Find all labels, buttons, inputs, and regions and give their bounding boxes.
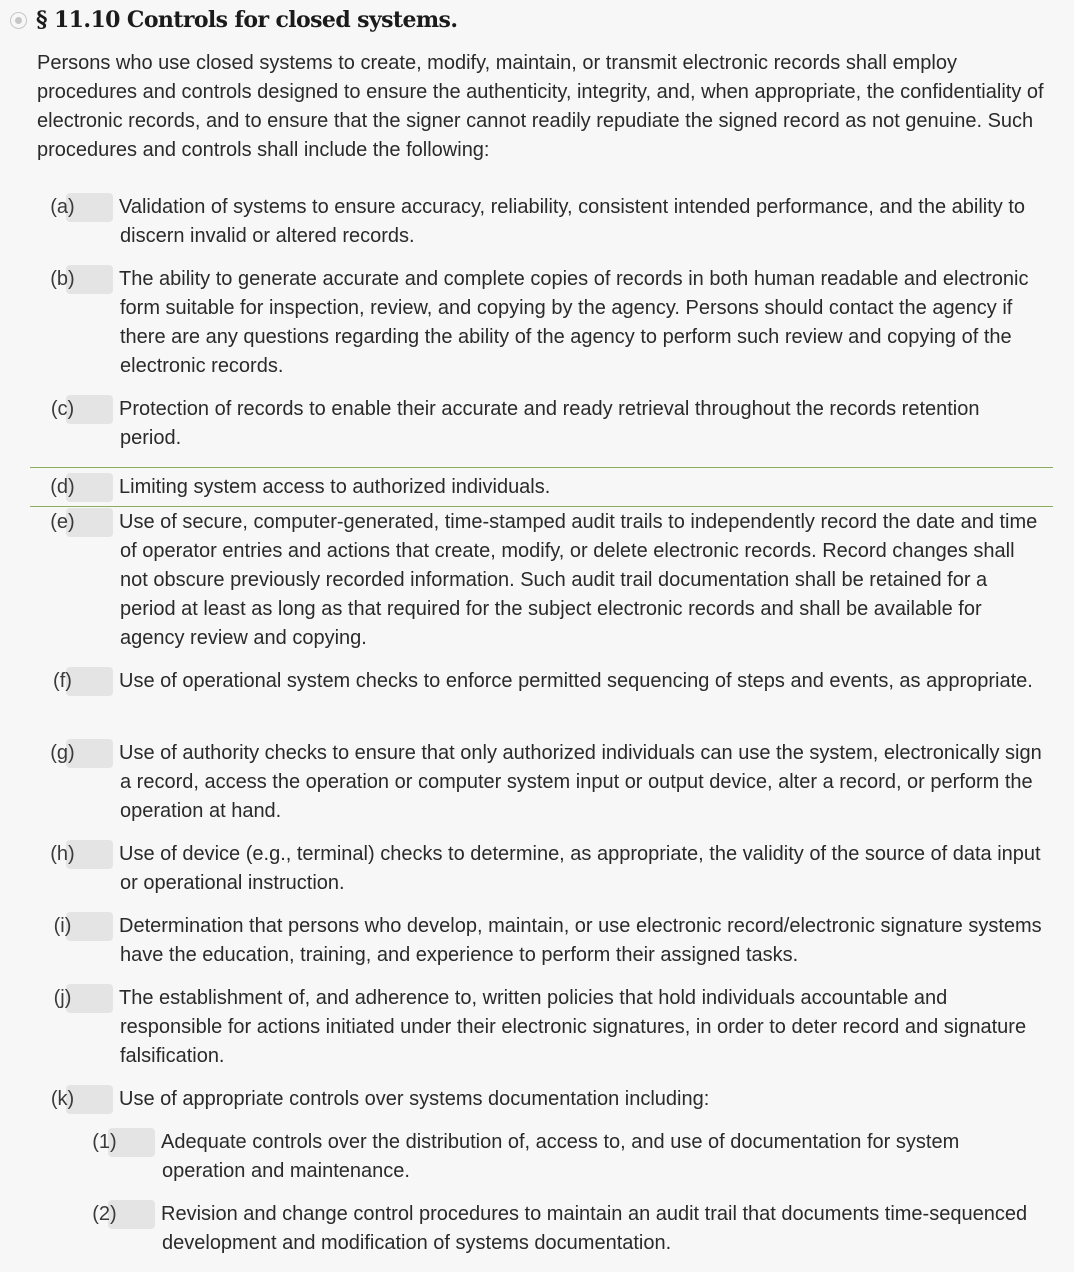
paragraph-f xyxy=(53,667,1046,696)
paragraph-text: Use of authority checks to ensure that only authorized individuals can use the system, electronically sign a record, access the operation or computer system input or output device, alter a record, or perform the operation at hand. xyxy=(119,742,1042,822)
paragraph-g xyxy=(50,739,1046,826)
subparagraph-k-1 xyxy=(92,1128,1048,1186)
section-intro: Persons who use closed systems to create, modify, maintain, or transmit electronic records shall employ procedures and controls designed to ensure the authenticity, integrity, and, when appropriate, the confidentiality of electronic records, and to ensure that the signer cannot readily repudiate the signed record as not genuine. Such procedures and controls shall include the following: xyxy=(37,52,1044,161)
paragraph-text: Use of device (e.g., terminal) checks to determine, as appropriate, the validity of the source of data input or operational instruction. xyxy=(119,843,1041,894)
paragraph-text: Revision and change control procedures to maintain an audit trail that documents time-sequenced development and modification of systems documentation. xyxy=(161,1203,1028,1254)
paragraph-text: The establishment of, and adherence to, written policies that hold individuals accountable and responsible for actions initiated under their electronic signatures, in order to deter record and signature falsification. xyxy=(119,987,1027,1067)
paragraph-e xyxy=(50,508,1046,653)
paragraph-marker[interactable]: (a) xyxy=(66,193,113,222)
section-title: § 11.10 Controls for closed systems. xyxy=(36,7,458,33)
paragraph-text: The ability to generate accurate and complete copies of records in both human readable and electronic form suitable for inspection, review, and copying by the agency. Persons should contact the agency if there are any questions regarding the ability of the agency to perform such review and copying of the electronic records. xyxy=(119,268,1029,377)
paragraph-marker[interactable]: (d) xyxy=(66,473,113,502)
paragraph-marker[interactable]: (g) xyxy=(66,739,113,768)
paragraph-a xyxy=(50,193,1046,251)
paragraph-marker[interactable]: (f) xyxy=(66,667,113,696)
paragraph-marker[interactable]: (b) xyxy=(66,265,113,294)
paragraph-text: Use of secure, computer-generated, time-stamped audit trails to independently record the date and time of operator entries and actions that create, modify, or delete electronic records. Record changes shall not obscure previously recorded information. Such audit trail documentation shall be retained for a period at least as long as that required for the subject electronic records and shall be available for agency review and copying. xyxy=(119,511,1038,649)
paragraph-text: Adequate controls over the distribution of, access to, and use of documentation for system operation and maintenance. xyxy=(161,1131,960,1182)
section-heading xyxy=(10,4,457,36)
paragraph-marker[interactable]: (2) xyxy=(108,1200,155,1229)
paragraph-text: Use of appropriate controls over systems documentation including: xyxy=(119,1088,710,1110)
paragraph-marker[interactable]: (k) xyxy=(66,1085,113,1114)
paragraph-j xyxy=(53,984,1046,1071)
subparagraph-k-2 xyxy=(92,1200,1048,1258)
paragraph-marker[interactable]: (e) xyxy=(66,508,113,537)
paragraph-text: Protection of records to enable their accurate and ready retrieval throughout the records retention period. xyxy=(119,398,980,449)
paragraph-marker[interactable]: (c) xyxy=(66,395,113,424)
paragraph-b xyxy=(50,265,1046,381)
paragraph-text: Use of operational system checks to enforce permitted sequencing of steps and events, as appropriate. xyxy=(119,670,1033,692)
paragraph-i xyxy=(53,912,1046,970)
target-icon[interactable] xyxy=(10,12,27,29)
paragraph-k xyxy=(50,1085,1046,1114)
highlight-bottom-divider xyxy=(30,506,1053,507)
paragraph-marker[interactable]: (1) xyxy=(108,1128,155,1157)
paragraph-text: Determination that persons who develop, maintain, or use electronic record/electronic signature systems have the education, training, and experience to perform their assigned tasks. xyxy=(119,915,1042,966)
paragraph-c xyxy=(50,395,1046,453)
paragraph-marker[interactable]: (h) xyxy=(66,840,113,869)
paragraph-marker[interactable]: (j) xyxy=(66,984,113,1013)
paragraph-marker[interactable]: (i) xyxy=(66,912,113,941)
paragraph-d xyxy=(50,473,1046,502)
paragraph-text: Limiting system access to authorized individuals. xyxy=(119,476,551,498)
paragraph-text: Validation of systems to ensure accuracy, reliability, consistent intended performance, and the ability to discern invalid or altered records. xyxy=(119,196,1026,247)
highlight-top-divider xyxy=(30,467,1053,468)
paragraph-h xyxy=(50,840,1046,898)
